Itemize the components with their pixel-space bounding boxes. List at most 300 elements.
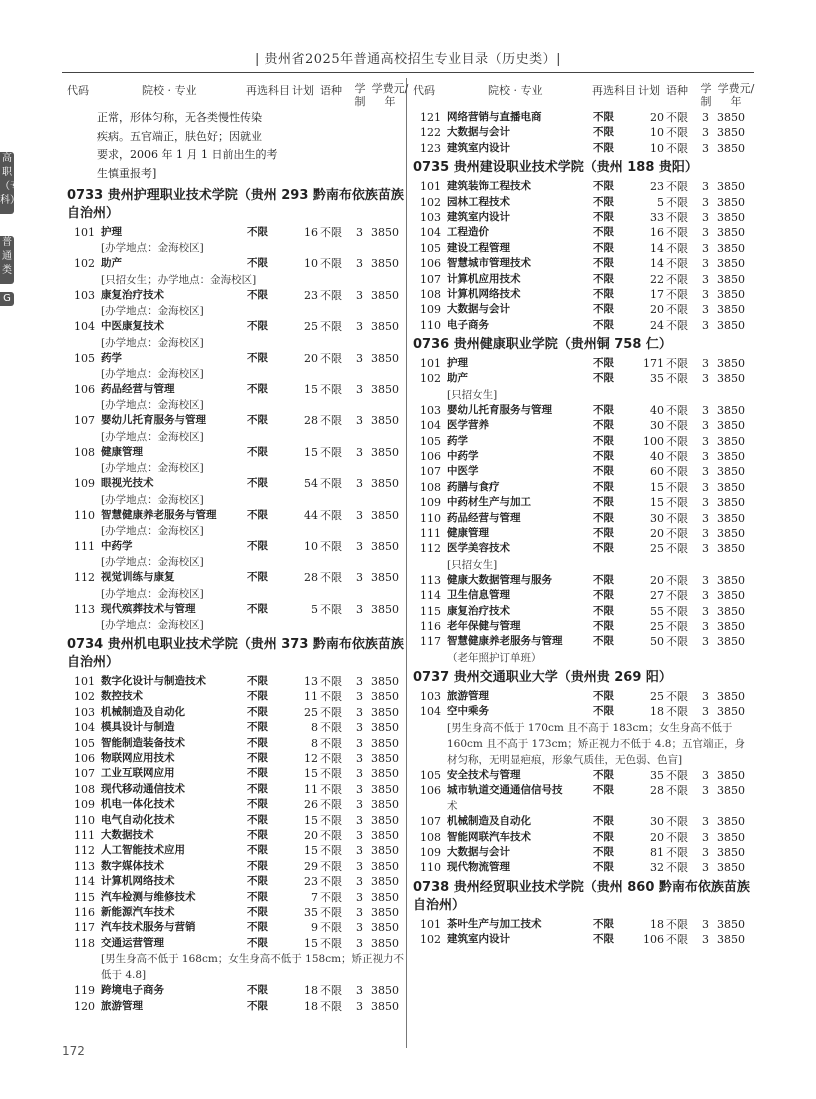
duration: 3 — [702, 195, 709, 209]
tuition-fee: 3850 — [717, 480, 745, 494]
plan-count: 25 — [650, 689, 664, 703]
plan-count: 30 — [650, 511, 664, 525]
reselect-subject: 不限 — [593, 257, 614, 270]
duration: 3 — [702, 126, 709, 140]
major-code: 118 — [74, 936, 95, 950]
major-name: 智慧城市管理技术 — [447, 257, 531, 270]
tuition-fee: 3850 — [717, 126, 745, 140]
table-row — [413, 860, 755, 875]
major-code: 103 — [74, 288, 95, 302]
major-note: [办学地点：金海校区] — [101, 524, 204, 537]
duration: 3 — [356, 999, 363, 1013]
duration: 3 — [702, 111, 709, 124]
major-name: 计算机网络技术 — [101, 875, 175, 888]
major-name: 建筑室内设计 — [447, 141, 510, 154]
plan-count: 106 — [643, 933, 664, 947]
plan-count: 11 — [304, 782, 318, 796]
language: 不限 — [666, 111, 688, 124]
reselect-subject: 不限 — [247, 257, 268, 270]
table-row — [413, 256, 755, 271]
language: 不限 — [320, 508, 342, 522]
major-name: 中药材生产与加工 — [447, 496, 531, 509]
major-name: 工业互联网应用 — [101, 767, 175, 780]
reselect-subject: 不限 — [247, 351, 268, 364]
major-code: 112 — [74, 571, 95, 585]
language: 不限 — [320, 859, 342, 873]
major-name: 数字化设计与制造技术 — [101, 675, 206, 688]
language: 不限 — [666, 403, 688, 417]
table-row — [413, 371, 755, 386]
tuition-fee: 3850 — [371, 320, 399, 334]
reselect-subject: 不限 — [247, 984, 268, 997]
duration: 3 — [356, 539, 363, 553]
duration: 3 — [356, 675, 363, 689]
table-row — [67, 797, 409, 812]
tuition-fee: 3850 — [371, 859, 399, 873]
reselect-subject: 不限 — [593, 496, 614, 509]
reselect-subject: 不限 — [247, 813, 268, 826]
major-name: 计算机网络技术 — [447, 287, 521, 300]
tuition-fee: 3850 — [717, 434, 745, 448]
reselect-subject: 不限 — [247, 828, 268, 841]
tuition-fee: 3850 — [717, 573, 745, 587]
major-name-continued: 术 — [447, 800, 458, 813]
tuition-fee: 3850 — [717, 635, 745, 649]
major-name: 机械制造及自动化 — [447, 815, 531, 828]
major-name: 数控技术 — [101, 690, 143, 703]
tuition-fee: 3850 — [717, 257, 745, 271]
reselect-subject: 不限 — [247, 690, 268, 703]
plan-count: 18 — [304, 999, 318, 1013]
tuition-fee: 3850 — [371, 508, 399, 522]
plan-count: 25 — [304, 705, 318, 719]
header-language: 语种 — [666, 84, 688, 97]
header-school-major: 院校 · 专业 — [488, 84, 543, 97]
major-code: 106 — [420, 257, 441, 271]
language: 不限 — [320, 721, 342, 735]
tuition-fee: 3850 — [717, 768, 745, 782]
table-row — [413, 634, 755, 649]
major-code: 116 — [420, 619, 441, 633]
tuition-fee: 3850 — [371, 571, 399, 585]
duration: 3 — [702, 318, 709, 332]
duration: 3 — [702, 619, 709, 633]
plan-count: 60 — [650, 465, 664, 479]
reselect-subject: 不限 — [593, 526, 614, 539]
tuition-fee: 3850 — [717, 241, 745, 255]
school-header: 0734 贵州机电职业技术学院（贵州 373 黔南布依族苗族自治州） — [67, 637, 404, 671]
duration: 3 — [356, 767, 363, 781]
language: 不限 — [666, 287, 688, 301]
tuition-fee: 3850 — [717, 450, 745, 464]
tuition-fee: 3850 — [717, 783, 745, 797]
major-note: [办学地点：金海校区] — [101, 462, 204, 475]
tuition-fee: 3850 — [371, 782, 399, 796]
plan-count: 17 — [650, 287, 664, 301]
major-code: 102 — [420, 372, 441, 386]
table-row — [413, 272, 755, 287]
major-code: 102 — [74, 690, 95, 704]
reselect-subject: 不限 — [247, 736, 268, 749]
major-code: 121 — [420, 111, 441, 124]
tuition-fee: 3850 — [371, 984, 399, 998]
school-header: 0735 贵州建设职业技术学院（贵州 188 贵阳） — [413, 160, 698, 176]
plan-count: 8 — [311, 721, 318, 735]
major-name: 空中乘务 — [447, 705, 489, 718]
major-name: 工程造价 — [447, 226, 489, 239]
duration: 3 — [356, 382, 363, 396]
language: 不限 — [320, 813, 342, 827]
plan-count: 23 — [304, 875, 318, 889]
major-note: [办学地点：金海校区] — [101, 242, 204, 255]
major-code: 103 — [420, 210, 441, 224]
reselect-subject: 不限 — [247, 445, 268, 458]
tuition-fee: 3850 — [717, 542, 745, 556]
duration: 3 — [702, 917, 709, 931]
reselect-subject: 不限 — [593, 434, 614, 447]
major-code: 111 — [74, 828, 95, 842]
reselect-subject: 不限 — [593, 689, 614, 702]
tuition-fee: 3850 — [371, 539, 399, 553]
duration: 3 — [356, 351, 363, 365]
major-name: 老年保健与管理 — [447, 619, 521, 632]
reselect-subject: 不限 — [247, 936, 268, 949]
major-name: 智慧健康养老服务与管理 — [447, 635, 563, 648]
plan-count: 13 — [304, 675, 318, 689]
plan-count: 35 — [650, 372, 664, 386]
reselect-subject: 不限 — [247, 890, 268, 903]
reselect-subject: 不限 — [247, 767, 268, 780]
duration: 3 — [702, 830, 709, 844]
reselect-subject: 不限 — [247, 602, 268, 615]
tuition-fee: 3850 — [717, 272, 745, 286]
language: 不限 — [666, 303, 688, 317]
language: 不限 — [320, 828, 342, 842]
major-code: 105 — [420, 434, 441, 448]
plan-count: 15 — [304, 813, 318, 827]
duration: 3 — [702, 526, 709, 540]
reselect-subject: 不限 — [593, 830, 614, 843]
duration: 3 — [356, 905, 363, 919]
plan-count: 16 — [304, 226, 318, 239]
major-code: 102 — [420, 933, 441, 947]
major-note: [只招女生] — [447, 558, 498, 571]
major-note: [男生身高不低于 170cm 且不高于 183cm；女生身高不低于 160cm 且不高于 173cm；矫正视力不低于 4.8；五官端正，身材匀称，无明显疤痕，形象气质佳，无色弱、色盲] — [447, 721, 745, 766]
duration: 3 — [702, 372, 709, 386]
plan-count: 16 — [650, 226, 664, 240]
major-name: 中药学 — [447, 450, 479, 463]
major-name: 机械制造及自动化 — [101, 705, 185, 718]
reselect-subject: 不限 — [593, 933, 614, 946]
reselect-subject: 不限 — [247, 508, 268, 521]
plan-count: 29 — [304, 859, 318, 873]
major-note: [办学地点：金海校区] — [101, 336, 204, 349]
table-row — [413, 464, 755, 479]
language: 不限 — [320, 844, 342, 858]
reselect-subject: 不限 — [593, 635, 614, 648]
major-code: 119 — [74, 984, 95, 998]
plan-count: 5 — [657, 195, 664, 209]
major-name: 助产 — [447, 372, 468, 385]
header-fee: 学费元/年 — [717, 82, 755, 108]
table-row — [413, 783, 755, 798]
major-code: 103 — [420, 403, 441, 417]
reselect-subject: 不限 — [593, 210, 614, 223]
language: 不限 — [666, 573, 688, 587]
tuition-fee: 3850 — [717, 689, 745, 703]
table-row — [413, 449, 755, 464]
plan-count: 11 — [304, 690, 318, 704]
major-code: 107 — [420, 815, 441, 829]
language: 不限 — [666, 272, 688, 286]
header-subject: 再选科目 — [592, 84, 636, 97]
major-name: 眼视光技术 — [101, 477, 154, 490]
side-tab-category: 普通类 — [0, 236, 14, 284]
tuition-fee: 3850 — [371, 844, 399, 858]
duration: 3 — [702, 480, 709, 494]
tuition-fee: 3850 — [371, 875, 399, 889]
plan-count: 15 — [650, 496, 664, 510]
reselect-subject: 不限 — [593, 111, 614, 123]
reselect-subject: 不限 — [593, 783, 614, 796]
plan-count: 81 — [650, 846, 664, 860]
major-code: 113 — [74, 859, 95, 873]
language: 不限 — [666, 589, 688, 603]
language: 不限 — [666, 783, 688, 797]
duration: 3 — [356, 828, 363, 842]
language: 不限 — [666, 635, 688, 649]
major-code: 120 — [74, 999, 95, 1013]
tuition-fee: 3850 — [371, 736, 399, 750]
language: 不限 — [666, 526, 688, 540]
plan-count: 35 — [304, 905, 318, 919]
duration: 3 — [356, 602, 363, 616]
language: 不限 — [666, 180, 688, 194]
major-code: 110 — [420, 861, 441, 875]
language: 不限 — [666, 434, 688, 448]
major-code: 110 — [74, 813, 95, 827]
language: 不限 — [666, 689, 688, 703]
tuition-fee: 3850 — [371, 921, 399, 935]
plan-count: 25 — [650, 619, 664, 633]
table-row — [67, 874, 409, 889]
language: 不限 — [320, 351, 342, 365]
plan-count: 15 — [304, 445, 318, 459]
left-column — [67, 80, 409, 1014]
language: 不限 — [666, 619, 688, 633]
language: 不限 — [320, 984, 342, 998]
duration: 3 — [702, 226, 709, 240]
reselect-subject: 不限 — [593, 815, 614, 828]
tuition-fee: 3850 — [717, 511, 745, 525]
header-duration: 学制 — [354, 82, 366, 108]
plan-count: 20 — [650, 573, 664, 587]
table-row — [67, 936, 409, 951]
major-note: [男生身高不低于 168cm；女生身高不低于 158cm；矫正视力不低于 4.8] — [101, 953, 405, 982]
duration: 3 — [356, 798, 363, 812]
major-note: [只招女生] — [447, 388, 498, 401]
language: 不限 — [666, 846, 688, 860]
major-name: 大数据与会计 — [447, 126, 510, 139]
duration: 3 — [356, 859, 363, 873]
table-row — [67, 736, 409, 751]
major-name: 旅游管理 — [101, 999, 143, 1012]
major-code: 107 — [74, 414, 95, 428]
reselect-subject: 不限 — [593, 450, 614, 463]
reselect-subject: 不限 — [593, 619, 614, 632]
major-code: 117 — [420, 635, 441, 649]
language: 不限 — [320, 571, 342, 585]
header-duration: 学制 — [700, 82, 712, 108]
major-name: 视觉训练与康复 — [101, 571, 175, 584]
major-name: 现代殡葬技术与管理 — [101, 602, 196, 615]
reselect-subject: 不限 — [593, 403, 614, 416]
language: 不限 — [666, 830, 688, 844]
major-code: 106 — [74, 752, 95, 766]
header-plan: 计划 — [638, 84, 660, 97]
language: 不限 — [320, 736, 342, 750]
tuition-fee: 3850 — [717, 111, 745, 124]
tuition-fee: 3850 — [717, 861, 745, 875]
major-code: 103 — [74, 705, 95, 719]
plan-count: 12 — [304, 752, 318, 766]
reselect-subject: 不限 — [247, 477, 268, 490]
major-code: 102 — [420, 195, 441, 209]
table-row — [67, 782, 409, 797]
tuition-fee: 3850 — [717, 357, 745, 371]
language: 不限 — [666, 496, 688, 510]
major-name: 卫生信息管理 — [447, 589, 510, 602]
plan-count: 15 — [304, 767, 318, 781]
language: 不限 — [320, 257, 342, 271]
plan-count: 40 — [650, 450, 664, 464]
major-code: 101 — [74, 675, 95, 689]
language: 不限 — [666, 257, 688, 271]
major-name: 大数据技术 — [101, 828, 154, 841]
major-code: 104 — [420, 226, 441, 240]
table-row — [413, 480, 755, 495]
major-code: 107 — [420, 465, 441, 479]
table-row — [67, 476, 409, 491]
duration: 3 — [356, 844, 363, 858]
language: 不限 — [320, 226, 342, 239]
major-name: 康复治疗技术 — [101, 288, 164, 301]
tuition-fee: 3850 — [717, 830, 745, 844]
major-code: 113 — [420, 573, 441, 587]
reselect-subject: 不限 — [593, 287, 614, 300]
tuition-fee: 3850 — [717, 604, 745, 618]
major-name: 助产 — [101, 257, 122, 270]
duration: 3 — [356, 890, 363, 904]
major-code: 102 — [74, 257, 95, 271]
language: 不限 — [320, 890, 342, 904]
major-name: 健康管理 — [101, 445, 143, 458]
major-name: 中医康复技术 — [101, 320, 164, 333]
major-name: 安全技术与管理 — [447, 768, 521, 781]
table-row — [67, 508, 409, 523]
school-header: 0737 贵州交通职业大学（贵州贵 269 阳） — [413, 669, 672, 685]
plan-count: 18 — [650, 917, 664, 931]
language: 不限 — [666, 195, 688, 209]
tuition-fee: 3850 — [717, 526, 745, 540]
major-name: 建筑室内设计 — [447, 210, 510, 223]
language: 不限 — [666, 241, 688, 255]
header-language: 语种 — [320, 84, 342, 97]
language: 不限 — [320, 752, 342, 766]
table-row — [413, 768, 755, 783]
major-code: 101 — [420, 917, 441, 931]
major-name: 中医学 — [447, 465, 479, 478]
major-name: 护理 — [101, 226, 122, 238]
plan-count: 14 — [650, 241, 664, 255]
language: 不限 — [320, 798, 342, 812]
major-code: 112 — [74, 844, 95, 858]
major-code: 101 — [420, 357, 441, 371]
duration: 3 — [702, 357, 709, 371]
language: 不限 — [666, 357, 688, 371]
major-note: [办学地点：金海校区] — [101, 399, 204, 412]
major-name: 园林工程技术 — [447, 195, 510, 208]
tuition-fee: 3850 — [371, 999, 399, 1013]
header-rule — [62, 72, 754, 73]
language: 不限 — [666, 226, 688, 240]
major-code: 108 — [420, 480, 441, 494]
reselect-subject: 不限 — [247, 782, 268, 795]
major-code: 108 — [74, 782, 95, 796]
duration: 3 — [356, 508, 363, 522]
tuition-fee: 3850 — [717, 815, 745, 829]
reselect-subject: 不限 — [593, 846, 614, 859]
major-name: 城市轨道交通通信信号技 — [447, 783, 563, 796]
major-code: 106 — [74, 382, 95, 396]
plan-count: 28 — [650, 783, 664, 797]
major-name: 物联网应用技术 — [101, 752, 175, 765]
major-name: 跨境电子商务 — [101, 984, 164, 997]
reselect-subject: 不限 — [247, 905, 268, 918]
language: 不限 — [320, 382, 342, 396]
tuition-fee: 3850 — [371, 721, 399, 735]
major-code: 105 — [420, 241, 441, 255]
table-row — [413, 588, 755, 603]
tuition-fee: 3850 — [717, 705, 745, 719]
major-note: [办学地点：金海校区] — [101, 367, 204, 380]
major-name: 机电一体化技术 — [101, 798, 175, 811]
reselect-subject: 不限 — [593, 511, 614, 524]
major-code: 109 — [420, 303, 441, 317]
duration: 3 — [702, 141, 709, 155]
duration: 3 — [356, 705, 363, 719]
reselect-subject: 不限 — [593, 419, 614, 432]
tuition-fee: 3850 — [371, 752, 399, 766]
table-row — [413, 225, 755, 240]
table-row — [67, 890, 409, 905]
duration: 3 — [702, 241, 709, 255]
major-note: [办学地点：金海校区] — [101, 305, 204, 318]
duration: 3 — [356, 226, 363, 239]
language: 不限 — [666, 542, 688, 556]
language: 不限 — [666, 917, 688, 931]
reselect-subject: 不限 — [593, 480, 614, 493]
major-note: [只招女生；办学地点：金海校区] — [101, 273, 257, 286]
duration: 3 — [702, 210, 709, 224]
language: 不限 — [666, 861, 688, 875]
table-row — [413, 418, 755, 433]
language: 不限 — [666, 419, 688, 433]
language: 不限 — [320, 602, 342, 616]
duration: 3 — [702, 287, 709, 301]
side-tab-level: 高职（专科） — [0, 152, 14, 214]
table-row — [413, 526, 755, 541]
